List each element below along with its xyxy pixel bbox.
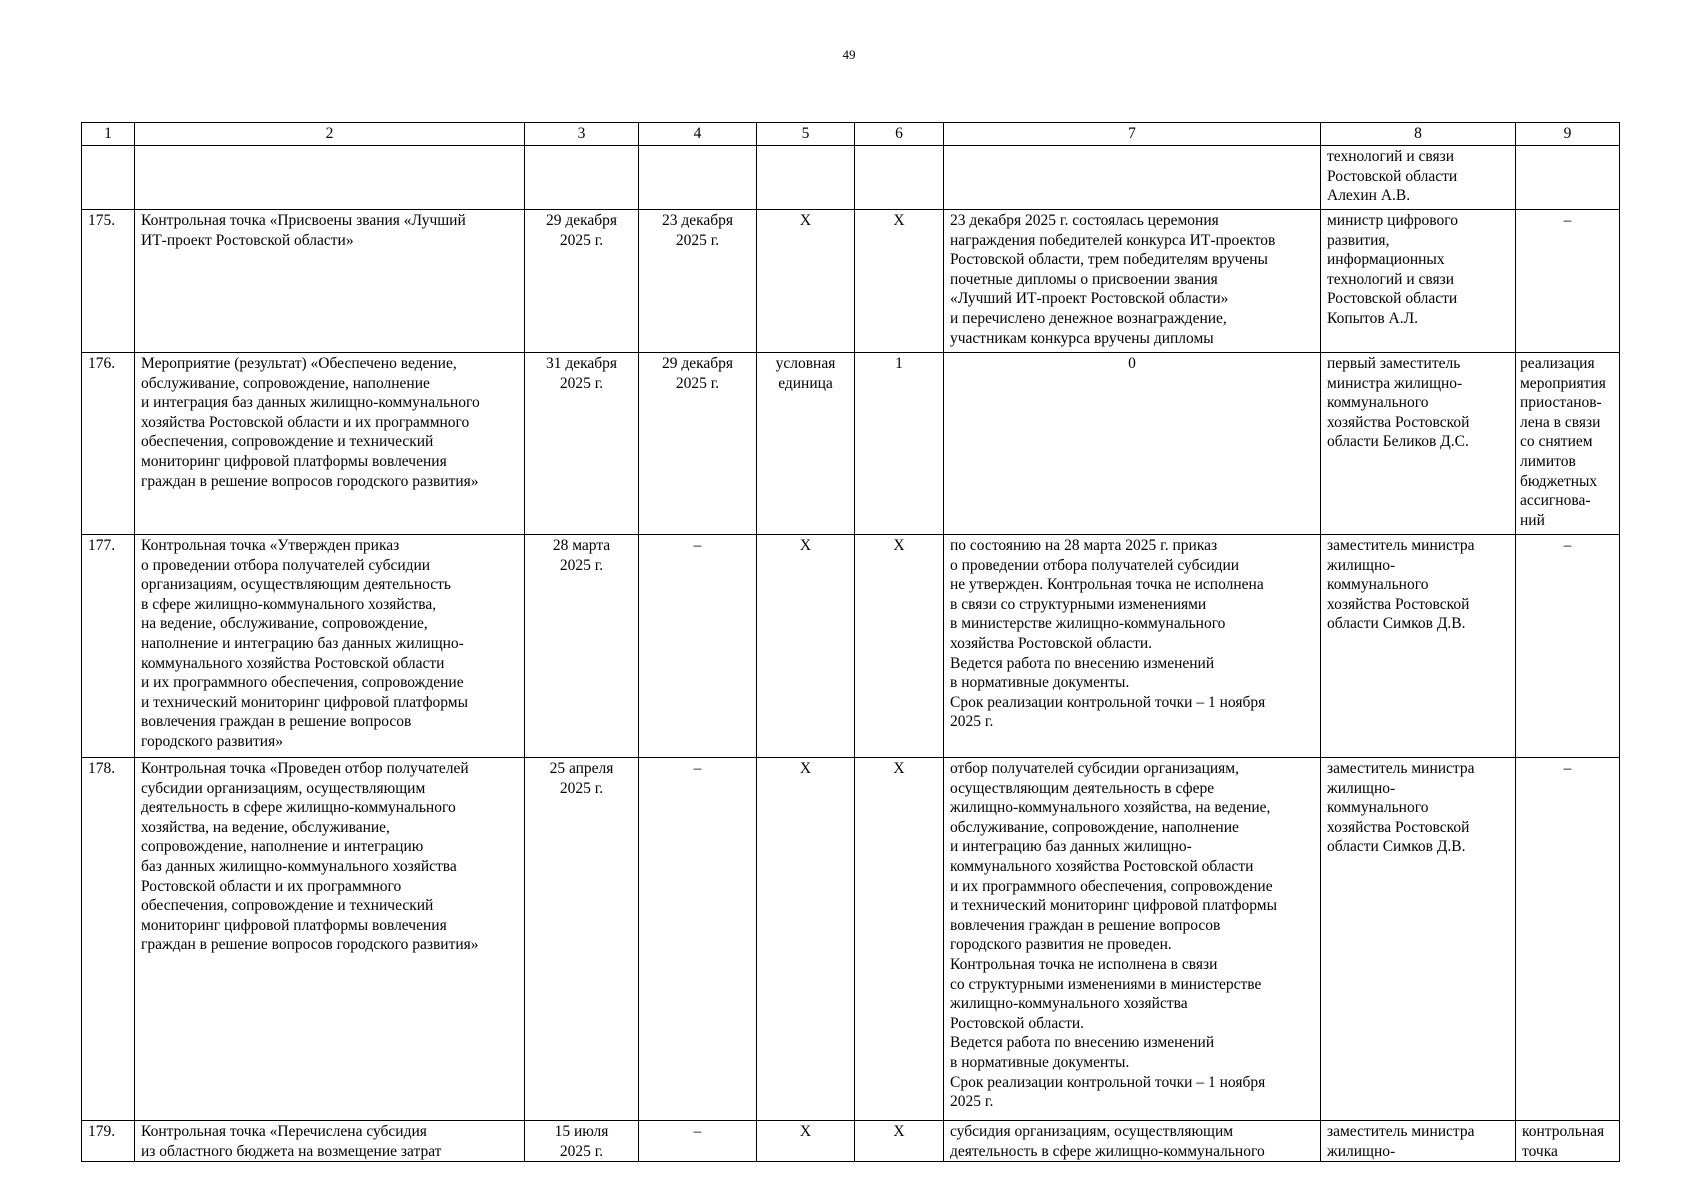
unit: Х bbox=[757, 758, 855, 1121]
table-row bbox=[82, 535, 1620, 758]
table-row bbox=[82, 146, 1620, 210]
responsible: технологий и связи Ростовской области Алехин А.В. bbox=[1321, 146, 1516, 210]
unit: Х bbox=[757, 210, 855, 353]
column-header: 4 bbox=[639, 123, 757, 146]
plan-date: 25 апреля 2025 г. bbox=[525, 758, 639, 1121]
table-row bbox=[82, 1121, 1620, 1162]
plan-date: 31 декабря 2025 г. bbox=[525, 353, 639, 535]
column-header: 8 bbox=[1321, 123, 1516, 146]
column-header: 7 bbox=[944, 123, 1321, 146]
plan-date: 28 марта 2025 г. bbox=[525, 535, 639, 758]
unit: Х bbox=[757, 535, 855, 758]
note: – bbox=[1516, 758, 1620, 1121]
note: реализация мероприятия приостанов- лена в связи со снятием лимитов бюджетных ассигнова- ний bbox=[1516, 353, 1620, 535]
item-name: Контрольная точка «Проведен отбор получателей субсидии организациям, осуществляющим деятельность в сфере жилищно-коммунального хозяйства, на ведение, обслуживание, сопровождение, наполнение и интеграцию баз данных жилищно-коммунального хозяйства Ростовской области и их программного обеспечения, сопровождение и технический мониторинг цифровой платформы вовлечения граждан в решение вопросов городского развития» bbox=[135, 758, 525, 1121]
plan-value: Х bbox=[855, 758, 944, 1121]
note: – bbox=[1516, 535, 1620, 758]
plan-date bbox=[525, 146, 639, 210]
result bbox=[944, 146, 1321, 210]
row-number: 179. bbox=[82, 1121, 135, 1162]
responsible: первый заместитель министра жилищно- коммунального хозяйства Ростовской области Беликов Д.С. bbox=[1321, 353, 1516, 535]
plan-value bbox=[855, 146, 944, 210]
table-row bbox=[82, 353, 1620, 535]
table-row bbox=[82, 758, 1620, 1121]
column-header: 1 bbox=[82, 123, 135, 146]
note bbox=[1516, 146, 1620, 210]
responsible: заместитель министра жилищно- bbox=[1321, 1121, 1516, 1162]
column-header: 2 bbox=[135, 123, 525, 146]
plan-value: Х bbox=[855, 535, 944, 758]
item-name: Контрольная точка «Утвержден приказ о проведении отбора получателей субсидии организациям, осуществляющим деятельность в сфере жилищно-коммунального хозяйства, на ведение, обслуживание, сопровождение, наполнение и интеграцию баз данных жилищно- коммунального хозяйства Ростовской области и их программного обеспечения, сопровождение и технический мониторинг цифровой платформы вовлечения граждан в решение вопросов городского развития» bbox=[135, 535, 525, 758]
result: по состоянию на 28 марта 2025 г. приказ о проведении отбора получателей субсидии не утвержден. Контрольная точка не исполнена в связи со структурными изменениями в министерстве жилищно-коммунального хозяйства Ростовской области. Ведется работа по внесению изменений в нормативные документы. Срок реализации контрольной точки – 1 ноября 2025 г. bbox=[944, 535, 1321, 758]
result: отбор получателей субсидии организациям, осуществляющим деятельность в сфере жилищно-коммунального хозяйства, на ведение, обслуживание, сопровождение, наполнение и интеграцию баз данных жилищно- коммунального хозяйства Ростовской области и их программного обеспечения, сопровождение и технический мониторинг цифровой платформы вовлечения граждан в решение вопросов городского развития не проведен. Контрольная точка не исполнена в связи со структурными изменениями в министерстве жилищно-коммунального хозяйства Ростовской области. Ведется работа по внесению изменений в нормативные документы. Срок реализации контрольной точки – 1 ноября 2025 г. bbox=[944, 758, 1321, 1121]
row-number: 178. bbox=[82, 758, 135, 1121]
plan-value: 1 bbox=[855, 353, 944, 535]
item-name bbox=[135, 146, 525, 210]
result: 0 bbox=[944, 353, 1321, 535]
unit: условная единица bbox=[757, 353, 855, 535]
plan-value: Х bbox=[855, 1121, 944, 1162]
plan-value: Х bbox=[855, 210, 944, 353]
note: контрольная точка bbox=[1516, 1121, 1620, 1162]
unit: Х bbox=[757, 1121, 855, 1162]
fact-date: 29 декабря 2025 г. bbox=[639, 353, 757, 535]
result: субсидия организациям, осуществляющим деятельность в сфере жилищно-коммунального bbox=[944, 1121, 1321, 1162]
plan-date: 15 июля 2025 г. bbox=[525, 1121, 639, 1162]
result: 23 декабря 2025 г. состоялась церемония награждения победителей конкурса ИТ-проектов Ростовской области, трем победителям вручены почетные дипломы о присвоении звания «Лучший ИТ-проект Ростовской области» и перечислено денежное вознаграждение, участникам конкурса вручены дипломы bbox=[944, 210, 1321, 353]
column-number-row bbox=[82, 123, 1620, 146]
responsible: заместитель министра жилищно- коммунального хозяйства Ростовской области Симков Д.В. bbox=[1321, 758, 1516, 1121]
column-header: 5 bbox=[757, 123, 855, 146]
column-header: 3 bbox=[525, 123, 639, 146]
row-number: 175. bbox=[82, 210, 135, 353]
item-name: Контрольная точка «Перечислена субсидия из областного бюджета на возмещение затрат bbox=[135, 1121, 525, 1162]
report-table bbox=[81, 122, 1620, 1162]
fact-date: 23 декабря 2025 г. bbox=[639, 210, 757, 353]
plan-date: 29 декабря 2025 г. bbox=[525, 210, 639, 353]
column-header: 9 bbox=[1516, 123, 1620, 146]
unit bbox=[757, 146, 855, 210]
item-name: Контрольная точка «Присвоены звания «Лучший ИТ-проект Ростовской области» bbox=[135, 210, 525, 353]
row-number: 177. bbox=[82, 535, 135, 758]
note: – bbox=[1516, 210, 1620, 353]
responsible: министр цифрового развития, информационных технологий и связи Ростовской области Копытов А.Л. bbox=[1321, 210, 1516, 353]
fact-date: – bbox=[639, 1121, 757, 1162]
page-number: 49 bbox=[842, 47, 856, 62]
fact-date: – bbox=[639, 758, 757, 1121]
item-name: Мероприятие (результат) «Обеспечено ведение, обслуживание, сопровождение, наполнение и интеграция баз данных жилищно-коммунального хозяйства Ростовской области и их программного обеспечения, сопровождение и технический мониторинг цифровой платформы вовлечения граждан в решение вопросов городского развития» bbox=[135, 353, 525, 535]
fact-date: – bbox=[639, 535, 757, 758]
fact-date bbox=[639, 146, 757, 210]
responsible: заместитель министра жилищно- коммунального хозяйства Ростовской области Симков Д.В. bbox=[1321, 535, 1516, 758]
table-row bbox=[82, 210, 1620, 353]
row-number: 176. bbox=[82, 353, 135, 535]
row-number bbox=[82, 146, 135, 210]
column-header: 6 bbox=[855, 123, 944, 146]
